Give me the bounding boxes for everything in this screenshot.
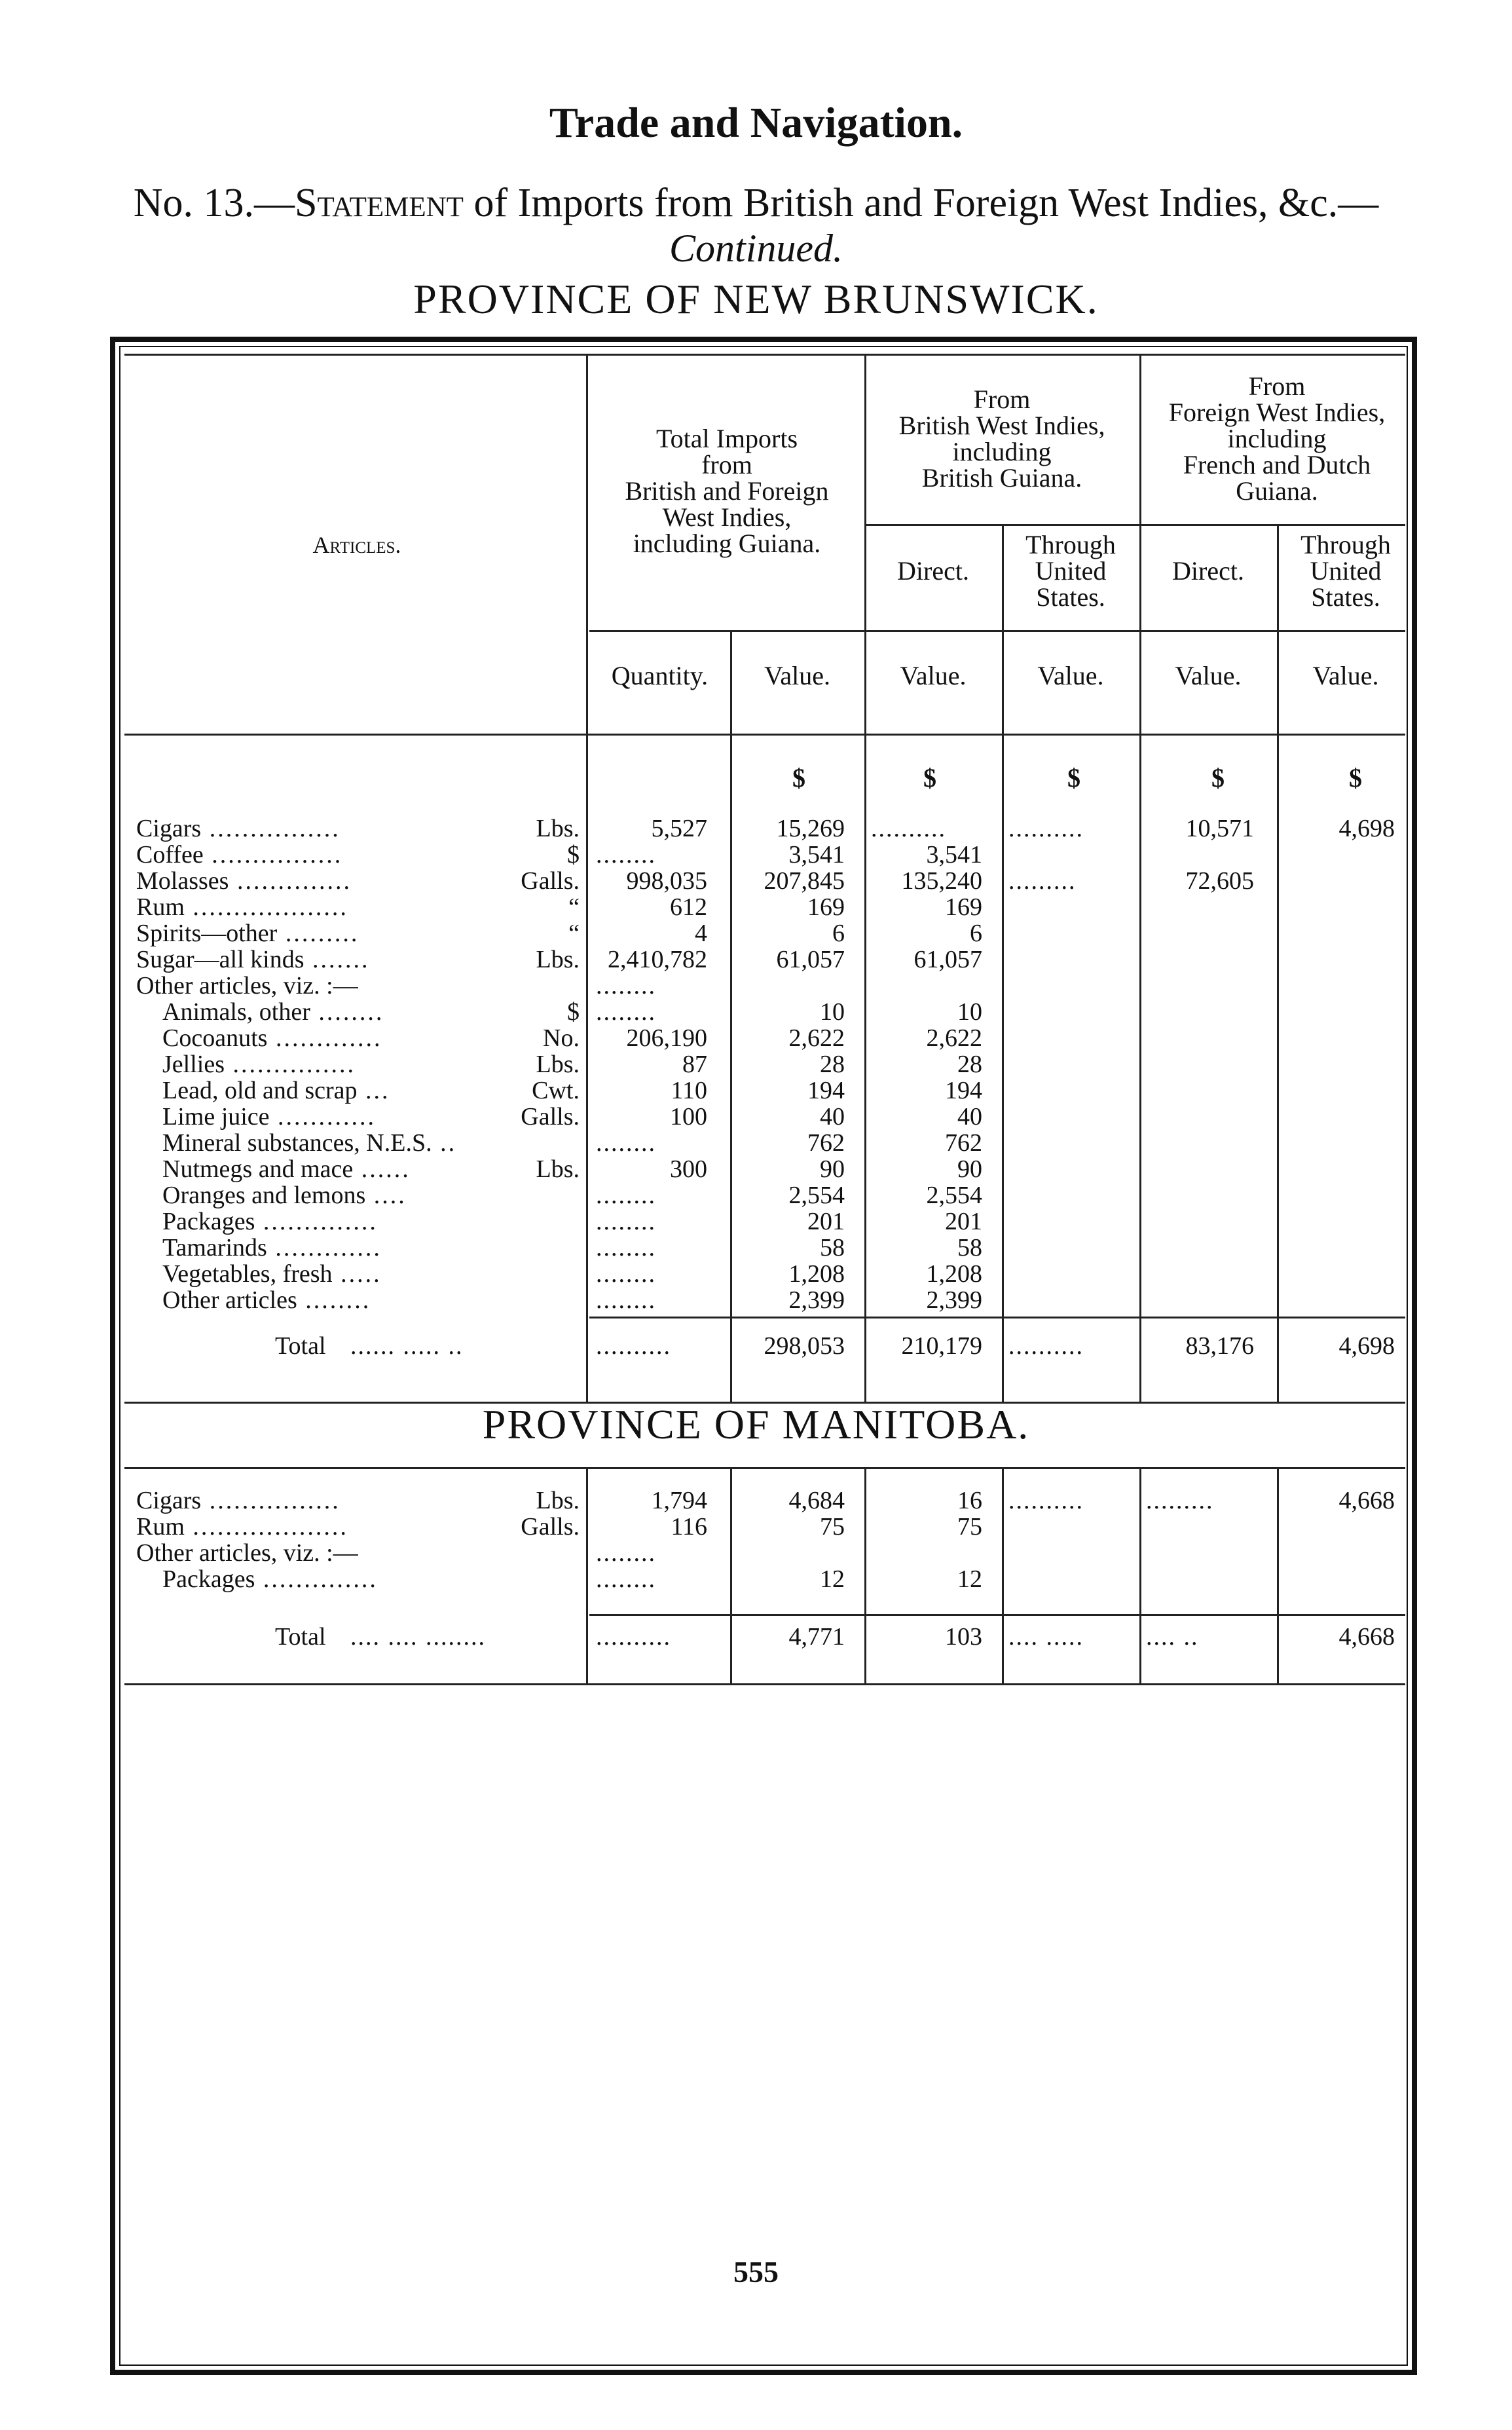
table-row-bw-direct: 6 (970, 920, 982, 947)
running-head: Trade and Navigation. (549, 99, 963, 147)
nb-total-bw-through-dots: .......... (1008, 1332, 1084, 1360)
rule-vertical (864, 354, 866, 1402)
rule-horizontal (124, 734, 1405, 736)
table-row-value: 75 (820, 1513, 845, 1541)
table-row-quantity: 1,794 (651, 1487, 707, 1514)
table-row-unit: Lbs. (536, 1487, 580, 1514)
bw-through-header (1002, 532, 1139, 610)
from-foreign-line: French and Dutch (1183, 450, 1371, 479)
statement-rest: of Imports from British and Foreign West Indies, &c.— (463, 181, 1379, 225)
nb-total-fw-through: 4,698 (1338, 1332, 1395, 1360)
table-row-label: Sugar—all kinds ....... (136, 946, 370, 973)
table-row-qty-dots: ........ (596, 1234, 656, 1262)
table-row-value: 40 (820, 1103, 845, 1131)
label-leader-dots: ...... (353, 1155, 411, 1183)
mb-total-bw-direct: 103 (945, 1623, 982, 1651)
table-row-qty-dots: ........ (596, 1208, 656, 1235)
label-leader-dots: .............. (255, 1208, 378, 1235)
from-british-line: From (973, 384, 1031, 414)
table-row-bw-direct: 194 (945, 1077, 982, 1104)
table-row-bw-direct: 90 (957, 1155, 982, 1183)
fw-through-line: United (1310, 556, 1382, 586)
rule-horizontal (124, 1467, 1405, 1469)
from-british-line: including (952, 437, 1052, 466)
table-row-quantity: 4 (695, 920, 707, 947)
fw-through-line: States. (1311, 582, 1380, 612)
table-row-quantity: 87 (682, 1051, 707, 1078)
table-row-bw-direct: 201 (945, 1208, 982, 1235)
table-row-quantity: 206,190 (626, 1024, 707, 1052)
total-imports-line: including Guiana. (633, 529, 821, 558)
rule-vertical (1002, 1467, 1004, 1683)
leader-dots: .......... (1008, 1487, 1084, 1514)
table-row-bw-direct: 762 (945, 1129, 982, 1157)
table-row-label: Nutmegs and mace ...... (162, 1155, 411, 1183)
mb-total-label: Total (275, 1623, 326, 1651)
dollar-sign: $ (923, 763, 936, 793)
table-row-bw-direct: 2,399 (926, 1286, 982, 1314)
rule-vertical (1139, 1467, 1141, 1683)
table-row-bw-direct: 58 (957, 1234, 982, 1262)
rule-horizontal (864, 524, 1405, 526)
table-row-label: Molasses .............. (136, 867, 352, 895)
table-row-unit: $ (567, 841, 580, 869)
label-leader-dots: ........ (297, 1286, 371, 1314)
table-row-qty-dots: ........ (596, 1129, 656, 1157)
rule-vertical (864, 1467, 866, 1683)
label-leader-dots: ............. (267, 1024, 382, 1052)
dollar-sign: $ (1067, 763, 1080, 793)
table-row-label: Lime juice ............ (162, 1103, 377, 1131)
label-leader-dots: ............... (224, 1051, 356, 1078)
table-row-value: 2,554 (788, 1182, 845, 1209)
table-row-label: Vegetables, fresh ..... (162, 1260, 382, 1288)
province-manitoba-title: PROVINCE OF MANITOBA. (482, 1401, 1030, 1448)
from-british-header (864, 386, 1139, 491)
table-row-label: Jellies ............... (162, 1051, 356, 1078)
rule-vertical (730, 630, 732, 1402)
table-row-bw-direct: 61,057 (913, 946, 982, 973)
dollar-sign: $ (1349, 763, 1362, 793)
statement-number: No. 13.— (133, 181, 295, 225)
label-leader-dots: .. (432, 1129, 457, 1157)
from-foreign-header (1139, 373, 1414, 504)
rule-vertical (1277, 1467, 1279, 1683)
mb-total-qty-dots: .......... (596, 1623, 671, 1651)
nb-total-leader: ...... ..... .. (350, 1332, 464, 1360)
table-row-value: 61,057 (776, 946, 845, 973)
table-row-unit: Galls. (521, 1513, 580, 1541)
table-row-value: 28 (820, 1051, 845, 1078)
table-row-label: Other articles, viz. :— (136, 972, 358, 1000)
table-row-qty-dots: ........ (596, 1260, 656, 1288)
table-row-unit: Lbs. (536, 1051, 580, 1078)
table-row-label: Mineral substances, N.E.S. .. (162, 1129, 457, 1157)
table-row-label: Packages .............. (162, 1208, 378, 1235)
rule-horizontal (589, 1614, 1405, 1616)
from-foreign-line: Foreign West Indies, (1168, 398, 1386, 427)
table-row-quantity: 300 (670, 1155, 707, 1183)
total-imports-line: Total Imports (655, 424, 798, 453)
table-row-value: 762 (807, 1129, 845, 1157)
nb-total-value: 298,053 (764, 1332, 845, 1360)
table-row-label: Rum ................... (136, 893, 348, 921)
table-row-value: 12 (820, 1565, 845, 1593)
total-imports-header (589, 426, 864, 557)
leader-dots: .......... (1008, 815, 1084, 842)
table-row-value: 169 (807, 893, 845, 921)
bw-direct-header: Direct. (897, 556, 969, 586)
rule-horizontal (124, 1683, 1405, 1685)
table-row-unit: Galls. (521, 867, 580, 895)
mb-total-fw-through: 4,668 (1338, 1623, 1395, 1651)
label-leader-dots: ................... (184, 1513, 348, 1541)
fw-through-header (1277, 532, 1414, 610)
rule-horizontal (589, 1317, 1405, 1318)
table-row-label: Other articles, viz. :— (136, 1539, 358, 1567)
bw-through-line: United (1035, 556, 1107, 586)
total-imports-line: from (701, 450, 752, 479)
table-row-label: Packages .............. (162, 1565, 378, 1593)
articles-header: Articles. (312, 532, 401, 558)
fw-through-line: Through (1300, 530, 1391, 559)
quantity-header: Quantity. (611, 661, 709, 690)
rule-vertical (1139, 354, 1141, 1402)
table-row-unit: Lbs. (536, 815, 580, 842)
table-row-label: Coffee ................ (136, 841, 343, 869)
nb-total-qty-dots: .......... (596, 1332, 671, 1360)
label-leader-dots: ....... (304, 946, 370, 973)
value-header-total: Value. (764, 661, 831, 690)
mb-total-leader: .... .... ........ (350, 1623, 486, 1651)
table-row-qty-dots: ........ (596, 1539, 656, 1567)
table-row-quantity: 2,410,782 (608, 946, 707, 973)
statement-title (0, 180, 1512, 227)
table-row-value: 1,208 (788, 1260, 845, 1288)
label-leader-dots: ..... (332, 1260, 382, 1288)
table-row-unit: “ (568, 893, 580, 921)
table-row-value: 58 (820, 1234, 845, 1262)
table-row-fw-direct: 72,605 (1185, 867, 1254, 895)
value-header-fw-through: Value. (1312, 661, 1379, 690)
table-row-bw-direct: 135,240 (901, 867, 982, 895)
from-british-line: British Guiana. (921, 463, 1082, 493)
leader-dots: .......... (871, 815, 946, 842)
table-row-quantity: 5,527 (651, 815, 707, 842)
table-row-bw-direct: 40 (957, 1103, 982, 1131)
mb-total-bw-through-dots: .... ..... (1008, 1623, 1084, 1651)
from-british-line: British West Indies, (898, 411, 1105, 440)
table-row-qty-dots: ........ (596, 972, 656, 1000)
table-row-quantity: 110 (671, 1077, 707, 1104)
table-row-label: Tamarinds ............. (162, 1234, 382, 1262)
table-row-fw-through: 4,668 (1338, 1487, 1395, 1514)
from-foreign-line: including (1227, 424, 1327, 453)
province-new-brunswick-title: PROVINCE OF NEW BRUNSWICK. (413, 276, 1099, 322)
table-row-label: Cigars ................ (136, 815, 341, 842)
rule-vertical (586, 1467, 588, 1683)
rule-vertical (730, 1467, 732, 1683)
label-leader-dots: ............ (269, 1103, 377, 1131)
statement-keyword: Statement (295, 181, 464, 225)
rule-vertical (1002, 524, 1004, 1402)
leader-dots: ......... (1146, 1487, 1214, 1514)
table-row-label: Animals, other ........ (162, 998, 384, 1026)
from-foreign-line: From (1248, 371, 1306, 401)
fw-direct-header: Direct. (1172, 556, 1244, 586)
table-row-unit: No. (543, 1024, 580, 1052)
leader-dots: ......... (1008, 867, 1077, 895)
dollar-sign: $ (1211, 763, 1225, 793)
from-foreign-line: Guiana. (1236, 476, 1318, 506)
label-leader-dots: .... (365, 1182, 407, 1209)
statement-continued: Continued. (669, 227, 843, 270)
table-row-qty-dots: ........ (596, 1565, 656, 1593)
rule-vertical (586, 354, 588, 1402)
nb-total-bw-direct: 210,179 (901, 1332, 982, 1360)
total-imports-line: West Indies, (662, 502, 792, 532)
table-row-label: Lead, old and scrap ... (162, 1077, 390, 1104)
table-row-quantity: 116 (671, 1513, 707, 1541)
label-leader-dots: ... (357, 1077, 390, 1104)
table-row-quantity: 612 (670, 893, 707, 921)
table-row-qty-dots: ........ (596, 1286, 656, 1314)
table-row-value: 2,399 (788, 1286, 845, 1314)
table-row-value: 6 (832, 920, 845, 947)
bw-through-line: States. (1036, 582, 1105, 612)
mb-total-value: 4,771 (788, 1623, 845, 1651)
table-row-value: 201 (807, 1208, 845, 1235)
table-row-bw-direct: 1,208 (926, 1260, 982, 1288)
table-row-bw-direct: 169 (945, 893, 982, 921)
table-row-value: 90 (820, 1155, 845, 1183)
label-leader-dots: ................... (184, 893, 348, 921)
table-row-unit: $ (567, 998, 580, 1026)
label-leader-dots: .............. (229, 867, 352, 895)
table-row-quantity: 998,035 (626, 867, 707, 895)
rule-horizontal (589, 630, 1405, 632)
table-row-bw-direct: 2,554 (926, 1182, 982, 1209)
table-row-quantity: 100 (670, 1103, 707, 1131)
table-row-label: Rum ................... (136, 1513, 348, 1541)
table-row-value: 3,541 (788, 841, 845, 869)
table-row-bw-direct: 2,622 (926, 1024, 982, 1052)
table-row-label: Cocoanuts ............. (162, 1024, 382, 1052)
rule-vertical (1277, 524, 1279, 1402)
table-row-qty-dots: ........ (596, 1182, 656, 1209)
table-row-label: Cigars ................ (136, 1487, 341, 1514)
table-row-qty-dots: ........ (596, 998, 656, 1026)
dollar-sign: $ (792, 763, 805, 793)
table-row-label: Oranges and lemons .... (162, 1182, 407, 1209)
table-row-bw-direct: 10 (957, 998, 982, 1026)
nb-total-label: Total (275, 1332, 326, 1360)
label-leader-dots: ........ (310, 998, 384, 1026)
table-row-unit: Galls. (521, 1103, 580, 1131)
table-row-label: Other articles ........ (162, 1286, 371, 1314)
mb-total-fw-direct-dots: .... .. (1146, 1623, 1199, 1651)
table-row-unit: Lbs. (536, 1155, 580, 1183)
label-leader-dots: ................ (203, 841, 343, 869)
table-row-fw-direct: 10,571 (1185, 815, 1254, 842)
table-row-value: 2,622 (788, 1024, 845, 1052)
label-leader-dots: ................ (201, 815, 341, 842)
table-row-fw-through: 4,698 (1338, 815, 1395, 842)
label-leader-dots: ................ (201, 1487, 341, 1514)
table-row-bw-direct: 12 (957, 1565, 982, 1593)
value-header-fw-direct: Value. (1175, 661, 1242, 690)
table-row-unit: Cwt. (532, 1077, 580, 1104)
table-row-value: 10 (820, 998, 845, 1026)
label-leader-dots: .............. (255, 1565, 378, 1593)
value-header-bw-through: Value. (1037, 661, 1104, 690)
table-row-value: 15,269 (776, 815, 845, 842)
table-row-bw-direct: 3,541 (926, 841, 982, 869)
nb-total-fw-direct: 83,176 (1185, 1332, 1254, 1360)
table-row-bw-direct: 28 (957, 1051, 982, 1078)
rule-horizontal (124, 354, 1405, 356)
table-row-unit: “ (568, 920, 580, 947)
page-number: 555 (733, 2255, 779, 2289)
table-row-label: Spirits—other ......... (136, 920, 360, 947)
total-imports-line: British and Foreign (625, 476, 829, 506)
label-leader-dots: ......... (277, 920, 360, 947)
table-row-value: 194 (807, 1077, 845, 1104)
label-leader-dots: ............. (267, 1234, 382, 1262)
table-row-unit: Lbs. (536, 946, 580, 973)
table-row-bw-direct: 16 (957, 1487, 982, 1514)
table-row-qty-dots: ........ (596, 841, 656, 869)
bw-through-line: Through (1025, 530, 1116, 559)
table-row-bw-direct: 75 (957, 1513, 982, 1541)
value-header-bw-direct: Value. (900, 661, 967, 690)
table-row-value: 207,845 (764, 867, 845, 895)
table-row-value: 4,684 (788, 1487, 845, 1514)
